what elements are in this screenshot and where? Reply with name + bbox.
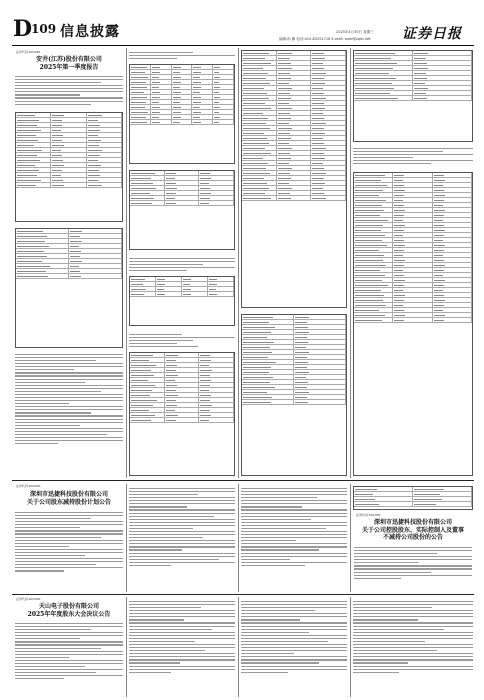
notice-body-text: [129, 256, 235, 273]
notice-body-text: [15, 74, 123, 107]
financial-table: [353, 172, 473, 476]
notice-body-text: [353, 599, 473, 675]
notice-body-text: [129, 50, 235, 61]
notice-title-line: 深圳市迅捷科技股份有限公司: [373, 519, 452, 526]
notice-title-line: 2025年年度股东大会决议公告: [27, 610, 111, 618]
notice-body-text: [241, 599, 347, 675]
financial-table: [129, 276, 235, 326]
financial-table: [129, 352, 235, 476]
issue-date: 2025年4月30日 星期三: [336, 30, 374, 34]
masthead-rule: [12, 45, 474, 46]
notice-title-line: 天山电子股份有限公司: [38, 603, 99, 610]
column-divider: [126, 484, 127, 592]
financial-table: [241, 50, 347, 308]
notice-title-line: 2025年第一季度报告: [39, 63, 99, 71]
notice-title-line: 深圳市迅捷科技股份有限公司: [29, 491, 108, 498]
column-divider: [238, 597, 239, 697]
column-divider: [126, 48, 127, 478]
notice-body-text: [241, 486, 347, 568]
notice-title-line: 关于公司控股股东、实际控制人及董事: [361, 526, 464, 534]
notice-title-line: 安井(江苏)股份有限公司: [36, 56, 102, 63]
notice-body-text: [15, 510, 123, 573]
financial-table: [15, 228, 123, 348]
column-divider: [350, 484, 351, 592]
notice-stock-code: 证券代码:603345: [16, 50, 41, 54]
page-number: 109: [31, 22, 57, 36]
notice-body-text: [129, 599, 235, 675]
financial-table: [353, 486, 473, 510]
financial-table: [15, 112, 123, 222]
financial-table: [241, 314, 347, 476]
notice-body-text: [129, 486, 235, 568]
notice-body-text: [353, 146, 473, 166]
column-divider: [350, 48, 351, 478]
section-title: 信息披露: [60, 24, 120, 40]
notice-title-1: [14, 56, 124, 71]
financial-table: [129, 64, 235, 164]
financial-table: [129, 170, 235, 250]
column-divider: [126, 597, 127, 697]
newspaper-logo: 证券日报: [402, 26, 462, 42]
notice-title-3: [353, 519, 473, 542]
notice-title-4: [14, 603, 124, 618]
notice-title-2: [14, 491, 124, 506]
section-rule: [12, 480, 474, 481]
notice-title-line: 关于公司股东减持股份计划公告: [26, 498, 111, 506]
column-divider: [350, 597, 351, 697]
editor-contact: 编辑:孙 鹏 电话:010-83251716 E-mail: zqrb@zqrb.net: [279, 37, 371, 41]
masthead: [0, 0, 484, 46]
notice-body-text: [15, 352, 123, 446]
notice-body-text: [129, 332, 235, 349]
column-divider: [238, 484, 239, 592]
notice-stock-code: 证券代码:603300: [16, 597, 41, 601]
notice-body-text: [15, 621, 123, 681]
financial-table: [353, 50, 473, 142]
column-divider: [238, 48, 239, 478]
section-rule: [12, 594, 474, 595]
notice-body-text: [354, 545, 472, 581]
notice-title-line: 不减持公司股份的公告: [382, 534, 443, 541]
notice-stock-code: 证券代码:601000: [356, 513, 381, 517]
notice-stock-code: 证券代码:600000: [16, 484, 41, 488]
page-letter: D: [13, 16, 33, 42]
